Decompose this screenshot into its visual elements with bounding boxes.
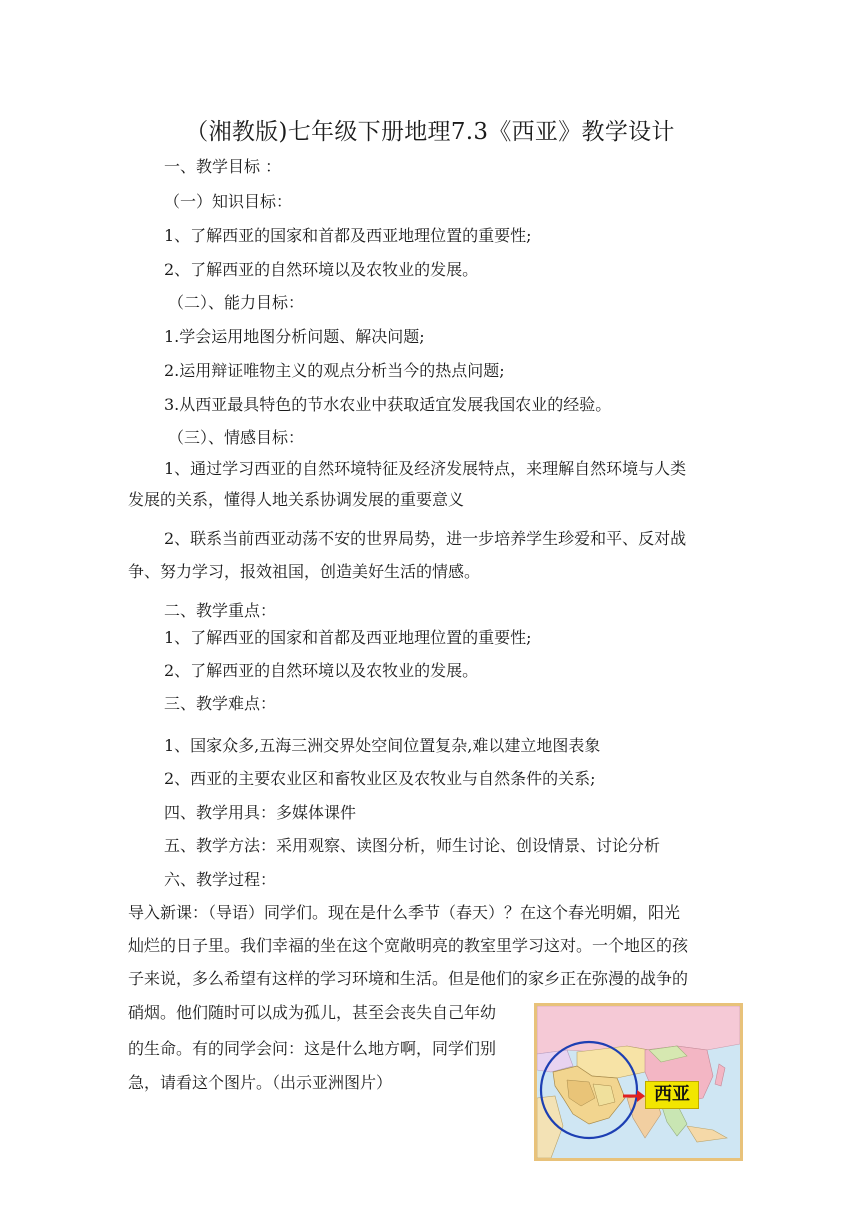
asia-map-image (534, 1003, 743, 1161)
section-heading: 六、教学过程： (164, 870, 277, 889)
west-asia-label: 西亚 (645, 1081, 699, 1109)
document-title: （湘教版)七年级下册地理7.3《西亚》教学设计 (185, 119, 675, 145)
list-item: 1.学会运用地图分析问题、解决问题; (164, 327, 425, 346)
subsection-heading: （一）知识目标： (164, 192, 293, 211)
paragraph-line: 硝烟。他们随时可以成为孤儿，甚至会丧失自己年幼 (128, 1003, 497, 1022)
paragraph-line: 灿烂的日子里。我们幸福的坐在这个宽敞明亮的教室里学习这对。一个地区的孩 (128, 936, 689, 955)
list-item: 1、国家众多,五海三洲交界处空间位置复杂,难以建立地图表象 (164, 736, 601, 755)
subsection-heading: （三）、情感目标： (168, 428, 305, 447)
list-item: 2.运用辩证唯物主义的观点分析当今的热点问题; (164, 361, 505, 380)
paragraph-line: 1、通过学习西亚的自然环境特征及经济发展特点，来理解自然环境与人类 (164, 459, 687, 478)
list-item: 2、了解西亚的自然环境以及农牧业的发展。 (164, 260, 479, 279)
paragraph-line: 2、联系当前西亚动荡不安的世界局势，进一步培养学生珍爱和平、反对战 (164, 529, 687, 548)
list-item: 3.从西亚最具特色的节水农业中获取适宜发展我国农业的经验。 (164, 395, 612, 414)
subsection-heading: （二）、能力目标： (168, 293, 305, 312)
asia-map-graphic (537, 1006, 740, 1158)
section-heading: 五、教学方法：采用观察、读图分析，师生讨论、创设情景、讨论分析 (164, 836, 661, 855)
section-heading: 一、教学目标 ： (164, 157, 282, 176)
list-item: 2、了解西亚的自然环境以及农牧业的发展。 (164, 661, 479, 680)
list-item: 1、了解西亚的国家和首都及西亚地理位置的重要性; (164, 226, 532, 245)
section-heading: 三、教学难点： (164, 694, 277, 713)
paragraph-line: 导入新课：（导语）同学们。现在是什么季节（春天）？在这个春光明媚，阳光 (128, 903, 681, 922)
section-heading: 二、教学重点： (164, 601, 277, 620)
paragraph-line: 子来说，多么希望有这样的学习环境和生活。但是他们的家乡正在弥漫的战争的 (128, 969, 689, 988)
paragraph-line: 急，请看这个图片。（出示亚洲图片） (128, 1073, 393, 1092)
paragraph-line: 的生命。有的同学会问：这是什么地方啊，同学们别 (128, 1039, 497, 1058)
section-heading: 四、教学用具：多媒体课件 (164, 803, 357, 822)
list-item: 2、西亚的主要农业区和畜牧业区及农牧业与自然条件的关系; (164, 769, 596, 788)
paragraph-line: 发展的关系，懂得人地关系协调发展的重要意义 (128, 490, 465, 509)
paragraph-line: 争、努力学习，报效祖国，创造美好生活的情感。 (128, 562, 481, 581)
list-item: 1、了解西亚的国家和首都及西亚地理位置的重要性; (164, 628, 532, 647)
